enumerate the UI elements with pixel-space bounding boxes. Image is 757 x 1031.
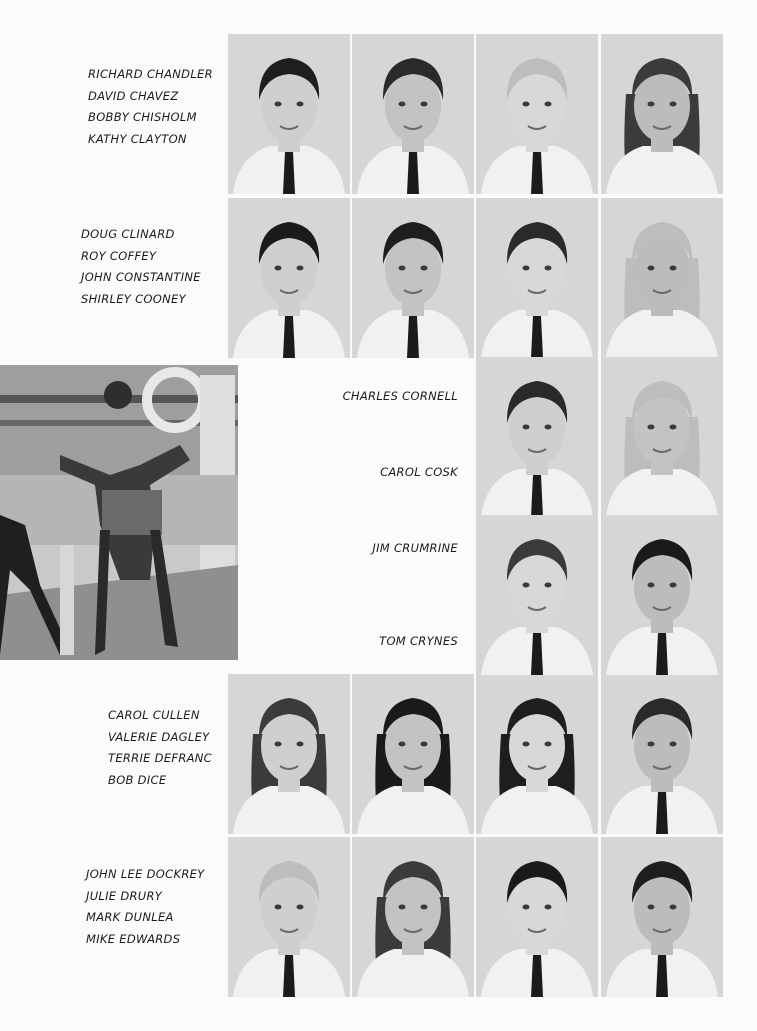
student-portrait	[476, 198, 598, 358]
student-name: JOHN LEE DOCKREY	[86, 867, 205, 881]
student-portrait	[601, 515, 723, 675]
candid-photo	[0, 365, 238, 660]
student-portrait	[228, 837, 350, 997]
student-name: JOHN CONSTANTINE	[81, 270, 201, 285]
student-portrait	[352, 198, 474, 358]
student-name: RICHARD CHANDLER	[88, 67, 213, 81]
student-name: BOB DICE	[108, 773, 167, 788]
name-list-row-2	[81, 224, 201, 311]
student-name: DOUG CLINARD	[81, 227, 175, 241]
student-portrait	[601, 674, 723, 834]
student-name: KATHY CLAYTON	[88, 132, 187, 147]
student-name: DAVID CHAVEZ	[88, 88, 179, 103]
student-name: MARK DUNLEA	[86, 910, 174, 925]
student-name: VALERIE DAGLEY	[108, 729, 210, 744]
student-name: BOBBY CHISHOLM	[88, 110, 197, 125]
student-name: TOM CRYNES	[379, 634, 458, 648]
student-name: JULIE DRURY	[86, 888, 163, 903]
student-portrait	[476, 674, 598, 834]
student-portrait	[601, 837, 723, 997]
name-list-row-1	[88, 64, 213, 151]
student-name: TERRIE DEFRANC	[108, 751, 213, 766]
student-name: MIKE EDWARDS	[86, 932, 181, 947]
student-portrait	[476, 357, 598, 517]
name-list-row-3	[108, 705, 212, 792]
student-name: CAROL COSK	[380, 465, 458, 479]
student-portrait	[476, 837, 598, 997]
student-name: ROY COFFEY	[81, 248, 157, 263]
student-portrait	[476, 515, 598, 675]
student-name: CAROL CULLEN	[108, 708, 200, 722]
student-portrait	[601, 198, 723, 358]
student-portrait	[228, 34, 350, 194]
student-portrait	[601, 34, 723, 194]
student-portrait	[352, 674, 474, 834]
student-portrait	[228, 674, 350, 834]
student-portrait	[228, 198, 350, 358]
student-portrait	[476, 34, 598, 194]
student-name: CHARLES CORNELL	[342, 389, 458, 403]
student-portrait	[352, 837, 474, 997]
student-name: JIM CRUMRINE	[372, 541, 458, 555]
name-list-row-4	[86, 864, 205, 951]
student-portrait	[352, 34, 474, 194]
student-portrait	[601, 357, 723, 517]
student-name: SHIRLEY COONEY	[81, 292, 186, 307]
